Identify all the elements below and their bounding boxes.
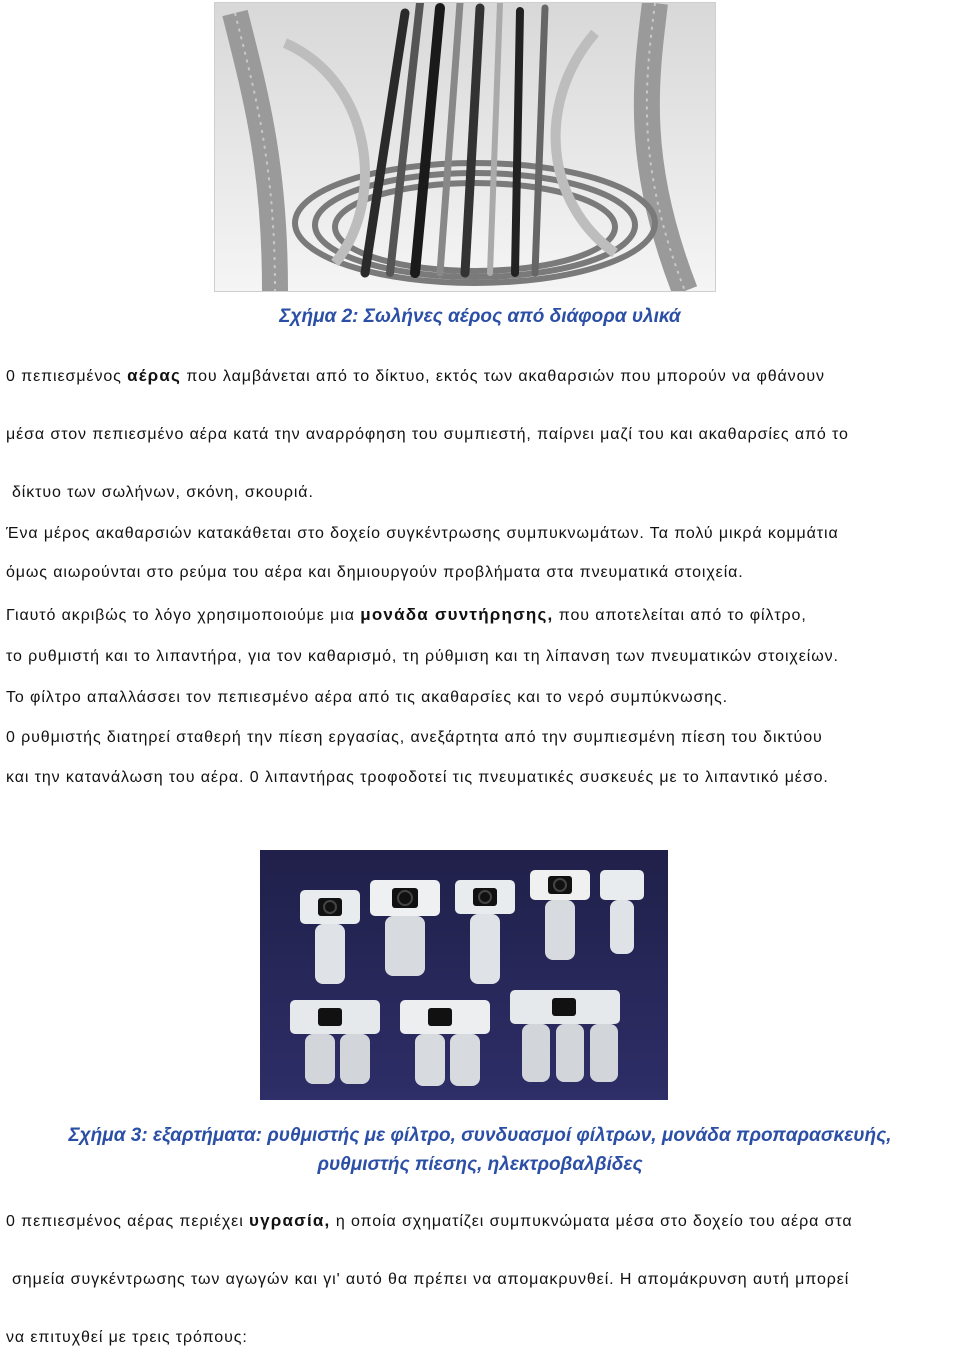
paragraph-line: όμως αιωρούνται στο ρεύμα του αέρα και δημιουργούν προβλήματα στα πνευματικά στοιχεία. [6, 564, 744, 581]
emphasis-moisture: υγρασία, [249, 1211, 331, 1230]
air-tubes-photo [214, 2, 716, 292]
paragraph-line: 0 πεπιεσμένος αέρας που λαμβάνεται από το δίκτυο, εκτός των ακαθαρσιών που μπορούν να φθάνουν [6, 366, 825, 385]
figure-3-caption-line-1: Σχήμα 3: εξαρτήματα: ρυθμιστής με φίλτρο, συνδυασμοί φίλτρων, μονάδα προπαρασκευής, [68, 1125, 892, 1146]
figure-2-caption: Σχήμα 2: Σωλήνες αέρος από διάφορα υλικά [279, 306, 681, 327]
paragraph-line: Το φίλτρο απαλλάσσει τον πεπιεσμένο αέρα από τις ακαθαρσίες και το νερό συμπύκνωσης. [6, 689, 729, 706]
emphasis-maintenance-unit: μονάδα συντήρησης, [360, 605, 554, 624]
emphasis-air: αέρας [127, 366, 182, 385]
paragraph-line: μέσα στον πεπιεσμένο αέρα κατά την αναρρόφηση του συμπιεστή, παίρνει μαζί του και ακαθαρσίες από το [6, 426, 849, 443]
paragraph-line: το ρυθμιστή και το λιπαντήρα, για τον καθαρισμό, τη ρύθμιση και τη λίπανση των πνευματικών στοιχείων. [6, 648, 839, 665]
paragraph-line: 0 ρυθμιστής διατηρεί σταθερή την πίεση εργασίας, ανεξάρτητα από την συμπιεσμένη πίεση του δικτύου [6, 729, 823, 746]
paragraph-line: Ένα μέρος ακαθαρσιών κατακάθεται στο δοχείο συγκέντρωσης συμπυκνωμάτων. Τα πολύ μικρά κομμάτια [6, 525, 839, 542]
paragraph-line: σημεία συγκέντρωσης των αγωγών και γι' αυτό θα πρέπει να απομακρυνθεί. Η απομάκρυνση αυτή μπορεί [12, 1271, 850, 1288]
paragraph-line: Γιαυτό ακριβώς το λόγο χρησιμοποιούμε μια μονάδα συντήρησης, που αποτελείται από το φίλτρο, [6, 605, 807, 624]
paragraph-line: να επιτυχθεί με τρεις τρόπους: [6, 1329, 248, 1346]
paragraph-line: και την κατανάλωση του αέρα. 0 λιπαντήρας τροφοδοτεί τις πνευματικές συσκευές με το λιπαντικό μέσο. [6, 769, 829, 786]
pneumatic-components-photo [260, 850, 668, 1100]
pneumatic-components-illustration [260, 850, 668, 1100]
paragraph-line: 0 πεπιεσμένος αέρας περιέχει υγρασία, η οποία σχηματίζει συμπυκνώματα μέσα στο δοχείο του αέρα στα [6, 1211, 853, 1230]
paragraph-line: δίκτυο των σωλήνων, σκόνη, σκουριά. [12, 484, 314, 501]
air-tubes-illustration [215, 3, 715, 291]
figure-3-caption-line-2: ρυθμιστής πίεσης, ηλεκτροβαλβίδες [317, 1154, 643, 1175]
